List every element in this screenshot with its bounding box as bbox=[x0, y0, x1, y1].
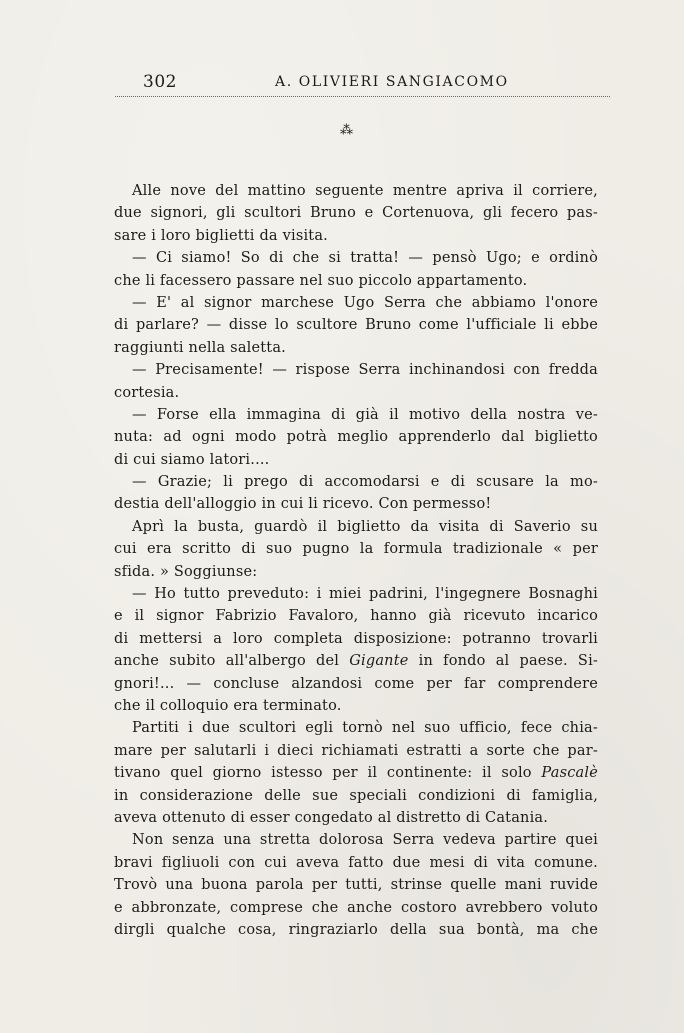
text-line: destia dell'alloggio in cui li ricevo. Con permesso! bbox=[114, 496, 492, 513]
text-line: nuta: ad ogni modo potrà meglio apprenderlo dal biglietto bbox=[114, 429, 598, 446]
header-rule bbox=[115, 96, 610, 97]
italic-word: Gigante bbox=[349, 653, 409, 670]
text-line: e il signor Fabrizio Favaloro, hanno già ricevuto incarico bbox=[114, 608, 598, 625]
body-text bbox=[114, 180, 598, 941]
text-line: gnori!... — concluse alzandosi come per far comprendere bbox=[114, 675, 598, 692]
text-line: sare i loro biglietti da visita. bbox=[114, 227, 328, 244]
text-line: di mettersi a loro completa disposizione: potranno trovarli bbox=[114, 630, 598, 647]
text-line: bravi figliuoli con cui aveva fatto due mesi di vita comune. bbox=[114, 854, 598, 871]
text-line: mare per salutarli i dieci richiamati estratti a sorte che par- bbox=[114, 742, 598, 759]
text-line: anche subito all'albergo del Gigante in fondo al paese. Si- bbox=[114, 653, 599, 670]
text-line: — Grazie; li prego di accomodarsi e di scusare la mo- bbox=[132, 474, 598, 491]
text-line: Alle nove del mattino seguente mentre apriva il corriere, bbox=[132, 183, 598, 199]
text-line: raggiunti nella saletta. bbox=[114, 339, 286, 356]
text-line: — Ci siamo! So di che si tratta! — pensò Ugo; e ordinò bbox=[132, 250, 598, 267]
text-line: due signori, gli scultori Bruno e Cortenuova, gli fecero pas- bbox=[114, 205, 598, 222]
page-number: 302 bbox=[143, 72, 177, 92]
text-line: — Precisamente! — rispose Serra inchinandosi con fredda bbox=[132, 362, 598, 379]
text-line: tivano quel giorno istesso per il continente: il solo Pascalè bbox=[114, 765, 598, 782]
text-line: cortesia. bbox=[114, 384, 180, 401]
text-line: — E' al signor marchese Ugo Serra che abbiamo l'onore bbox=[132, 294, 598, 311]
italic-word: Pascalè bbox=[541, 765, 598, 782]
text-line: aveva ottenuto di esser congedato al distretto di Catania. bbox=[114, 809, 549, 826]
text-line: — Ho tutto preveduto: i miei padrini, l'ingegnere Bosnaghi bbox=[132, 586, 598, 603]
text-line: di cui siamo latori.... bbox=[114, 451, 270, 468]
text-line: in considerazione delle sue speciali condizioni di famiglia, bbox=[114, 787, 598, 804]
text-line: dirgli qualche cosa, ringraziarlo della sua bontà, ma che bbox=[114, 921, 598, 938]
asterism-ornament: ⁂ bbox=[340, 123, 353, 138]
text-line: di parlare? — disse lo scultore Bruno come l'ufficiale li ebbe bbox=[114, 317, 598, 334]
running-head: A. OLIVIERI SANGIACOMO bbox=[275, 74, 509, 90]
text-line: Trovò una buona parola per tutti, strinse quelle mani ruvide bbox=[114, 877, 598, 894]
text-line: sfida. » Soggiunse: bbox=[114, 563, 258, 580]
text-line: che li facessero passare nel suo piccolo appartamento. bbox=[114, 272, 528, 289]
text-line: Aprì la busta, guardò il biglietto da visita di Saverio su bbox=[132, 518, 598, 535]
text-line: — Forse ella immagina di già il motivo della nostra ve- bbox=[132, 406, 598, 423]
text-line: che il colloquio era terminato. bbox=[114, 697, 342, 714]
text-line: e abbronzate, comprese che anche costoro avrebbero voluto bbox=[114, 899, 598, 916]
text-line: Partiti i due scultori egli tornò nel suo ufficio, fece chia- bbox=[132, 720, 598, 737]
text-line: Non senza una stretta dolorosa Serra vedeva partire quei bbox=[132, 832, 598, 849]
page-header bbox=[115, 70, 610, 96]
text-line: cui era scritto di suo pugno la formula tradizionale « per bbox=[114, 541, 598, 558]
